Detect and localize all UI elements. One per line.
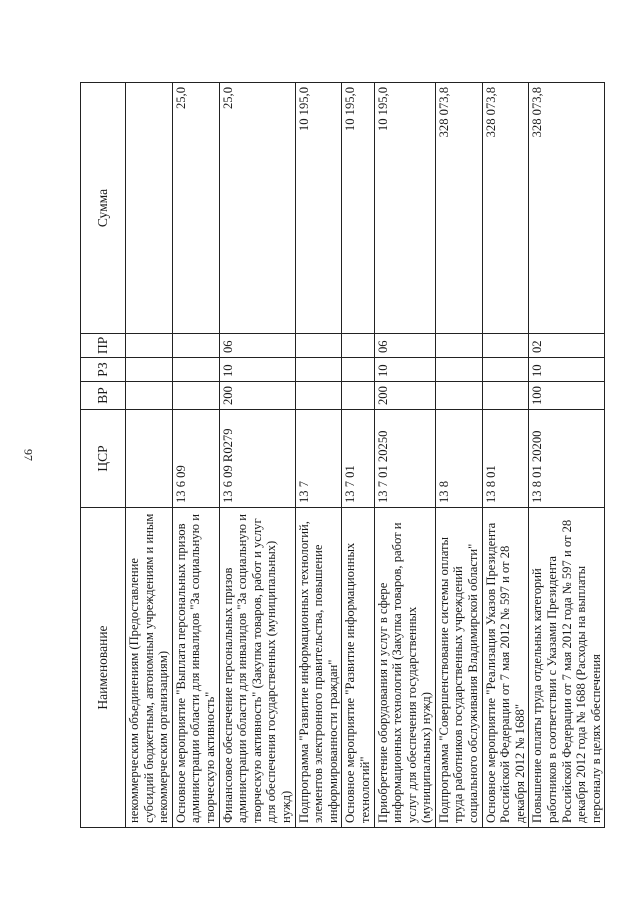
row-sum: 328 073,8	[482, 83, 529, 334]
row-csr: 13 7 01	[342, 410, 374, 508]
row-rz	[482, 358, 529, 382]
column-header-csr: ЦСР	[81, 410, 126, 508]
row-vr	[172, 382, 219, 410]
row-sum: 328 073,8	[529, 83, 605, 334]
row-csr: 13 6 09	[172, 410, 219, 508]
row-sum: 25,0	[172, 83, 219, 334]
row-csr: 13 6 09 R0279	[219, 410, 295, 508]
row-csr	[126, 410, 173, 508]
table-row	[342, 83, 374, 828]
row-sum: 25,0	[219, 83, 295, 334]
row-pr: 02	[529, 334, 605, 358]
row-csr: 13 8	[435, 410, 482, 508]
row-name: Повышение оплаты труда отдельных категорий работников в соответствии с Указами Президента Российской Федерации от 7 мая 2012 года № 597 и от 28 декабря 2012 года № 1688 (Расходы на выплаты персоналу в целях обеспечения	[529, 508, 605, 828]
table-row	[219, 83, 295, 828]
table-row	[374, 83, 435, 828]
row-vr	[295, 382, 342, 410]
row-rz: 10	[219, 358, 295, 382]
row-pr	[295, 334, 342, 358]
table-row	[435, 83, 482, 828]
page-number: 97	[21, 449, 36, 461]
row-sum: 10 195,0	[342, 83, 374, 334]
row-vr: 200	[219, 382, 295, 410]
row-vr: 100	[529, 382, 605, 410]
row-name: Приобретение оборудования и услуг в сфере информационных технологий (Закупка товаров, работ и услуг для обеспечения государственных (муниципальных) нужд)	[374, 508, 435, 828]
row-sum: 10 195,0	[374, 83, 435, 334]
table-row	[172, 83, 219, 828]
row-vr	[126, 382, 173, 410]
row-rz	[342, 358, 374, 382]
table-row	[126, 83, 173, 828]
row-name: Финансовое обеспечение персональных призов администрации области для инвалидов "За социальную и творческую активность" (Закупка товаров, работ и услуг для обеспечения государственных (муниципальных) нужд)	[219, 508, 295, 828]
row-name: Основное мероприятие "Выплата персональных призов администрации области для инвалидов "За социальную и творческую активность"	[172, 508, 219, 828]
table-row	[295, 83, 342, 828]
row-vr	[342, 382, 374, 410]
row-pr	[126, 334, 173, 358]
column-header-name: Наименование	[81, 508, 126, 828]
table-row	[482, 83, 529, 828]
row-sum	[126, 83, 173, 334]
row-rz: 10	[529, 358, 605, 382]
row-pr	[172, 334, 219, 358]
row-rz: 10	[374, 358, 435, 382]
row-sum: 328 073,8	[435, 83, 482, 334]
row-rz	[435, 358, 482, 382]
row-csr: 13 7	[295, 410, 342, 508]
row-pr: 06	[374, 334, 435, 358]
row-rz	[126, 358, 173, 382]
row-csr: 13 8 01	[482, 410, 529, 508]
row-name: Основное мероприятие "Развитие информационных технологий"	[342, 508, 374, 828]
row-sum: 10 195,0	[295, 83, 342, 334]
row-vr: 200	[374, 382, 435, 410]
budget-table	[80, 82, 605, 828]
column-header-pr: ПР	[81, 334, 126, 358]
column-header-rz: РЗ	[81, 358, 126, 382]
row-name: Подпрограмма "Развитие информационных технологий, элементов электронного правительства, повышение информированности граждан"	[295, 508, 342, 828]
row-pr	[435, 334, 482, 358]
row-vr	[482, 382, 529, 410]
column-header-sum: Сумма	[81, 83, 126, 334]
row-pr	[482, 334, 529, 358]
rotated-page-content	[80, 83, 618, 828]
row-rz	[295, 358, 342, 382]
row-pr	[342, 334, 374, 358]
row-name: Основное мероприятие "Реализация Указов Президента Российской Федерации от 7 мая 2012 № 597 и от 28 декабря 2012 № 1688"	[482, 508, 529, 828]
row-name: Подпрограмма "Совершенствование системы оплаты труда работников государственных учреждений социального обслуживания Владимирской области"	[435, 508, 482, 828]
table-header-row	[81, 83, 126, 828]
row-name: некоммерческим объединениям (Предоставление субсидий бюджетным, автономным учреждениям и иным некоммерческим организациям)	[126, 508, 173, 828]
row-pr: 06	[219, 334, 295, 358]
column-header-vr: ВР	[81, 382, 126, 410]
table-row	[529, 83, 605, 828]
row-rz	[172, 358, 219, 382]
row-vr	[435, 382, 482, 410]
row-csr: 13 8 01 20200	[529, 410, 605, 508]
row-csr: 13 7 01 20250	[374, 410, 435, 508]
